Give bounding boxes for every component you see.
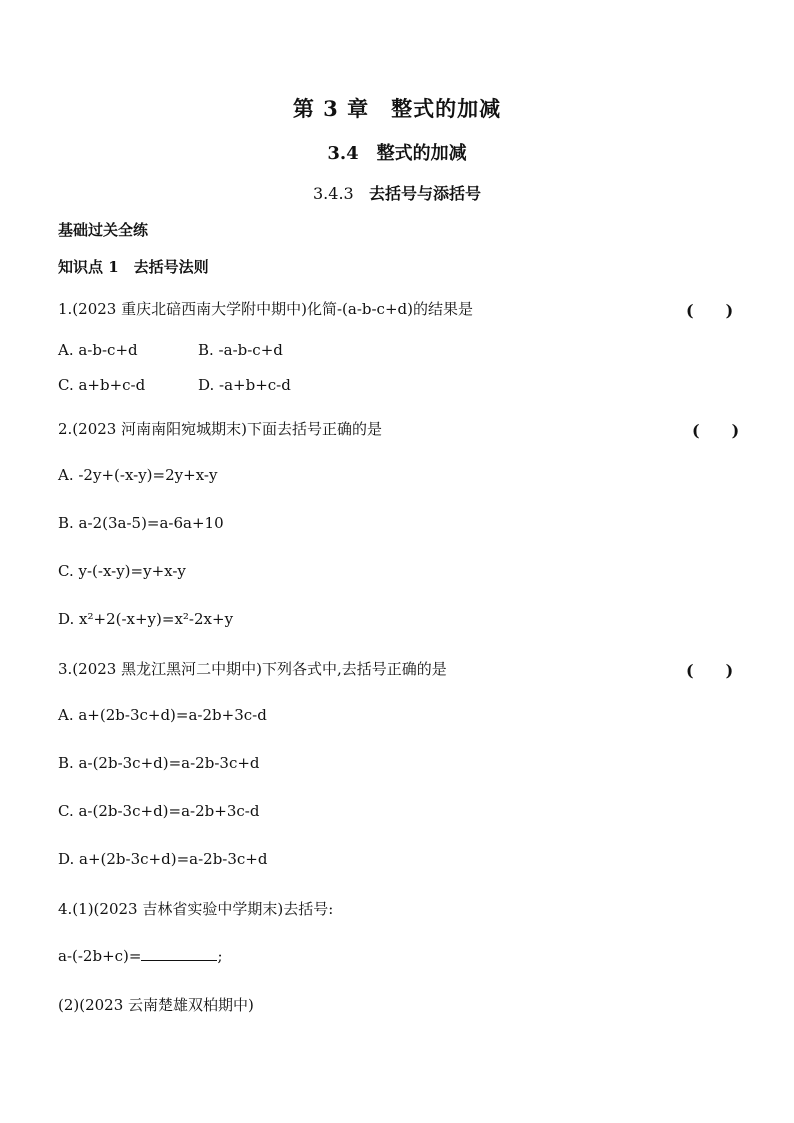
knowledge-point-heading: 知识点 1 去括号法则	[58, 258, 209, 276]
question-2-stem: 2.(2023 河南南阳宛城期末)下面去括号正确的是	[58, 420, 382, 438]
question-4-line	[58, 946, 223, 965]
subsection-name: 去括号与添括号	[368, 184, 481, 203]
question-1-option-a: A. a-b-c+d	[58, 341, 138, 359]
answer-blank[interactable]	[141, 946, 217, 961]
question-2-option-a: A. -2y+(-x-y)=2y+x-y	[58, 466, 218, 484]
question-3-answer-paren: ( )	[686, 661, 734, 680]
practice-heading: 基础过关全练	[58, 221, 149, 239]
question-1-option-c: C. a+b+c-d	[58, 376, 146, 394]
question-1-answer-paren: ( )	[686, 301, 734, 320]
question-4-part-2: (2)(2023 云南楚雄双柏期中)	[58, 996, 254, 1014]
question-3-option-a: A. a+(2b-3c+d)=a-2b+3c-d	[58, 706, 267, 724]
subsection-number: 3.4.3	[313, 184, 354, 203]
question-2-answer-paren: ( )	[692, 421, 740, 440]
chapter-title: 第 3 章 整式的加减	[292, 96, 502, 121]
question-1-option-b: B. -a-b-c+d	[198, 341, 283, 359]
question-4-stem: 4.(1)(2023 吉林省实验中学期末)去括号:	[58, 900, 334, 918]
question-3-option-c: C. a-(2b-3c+d)=a-2b+3c-d	[58, 802, 260, 820]
question-2-option-c: C. y-(-x-y)=y+x-y	[58, 562, 186, 580]
question-4-line-end: ;	[217, 947, 223, 965]
question-1-option-d: D. -a+b+c-d	[198, 376, 291, 394]
question-1-stem: 1.(2023 重庆北碚西南大学附中期中)化简-(a-b-c+d)的结果是	[58, 300, 473, 318]
question-3-option-b: B. a-(2b-3c+d)=a-2b-3c+d	[58, 754, 260, 772]
question-2-option-b: B. a-2(3a-5)=a-6a+10	[58, 514, 224, 532]
section-title: 3.4 整式的加减	[327, 143, 467, 164]
question-3-option-d: D. a+(2b-3c+d)=a-2b-3c+d	[58, 850, 268, 868]
question-2-option-d: D. x²+2(-x+y)=x²-2x+y	[58, 610, 234, 628]
question-4-expression: a-(-2b+c)=	[58, 947, 142, 965]
subsection-title	[0, 181, 794, 204]
question-3-stem: 3.(2023 黑龙江黑河二中期中)下列各式中,去括号正确的是	[58, 660, 447, 678]
